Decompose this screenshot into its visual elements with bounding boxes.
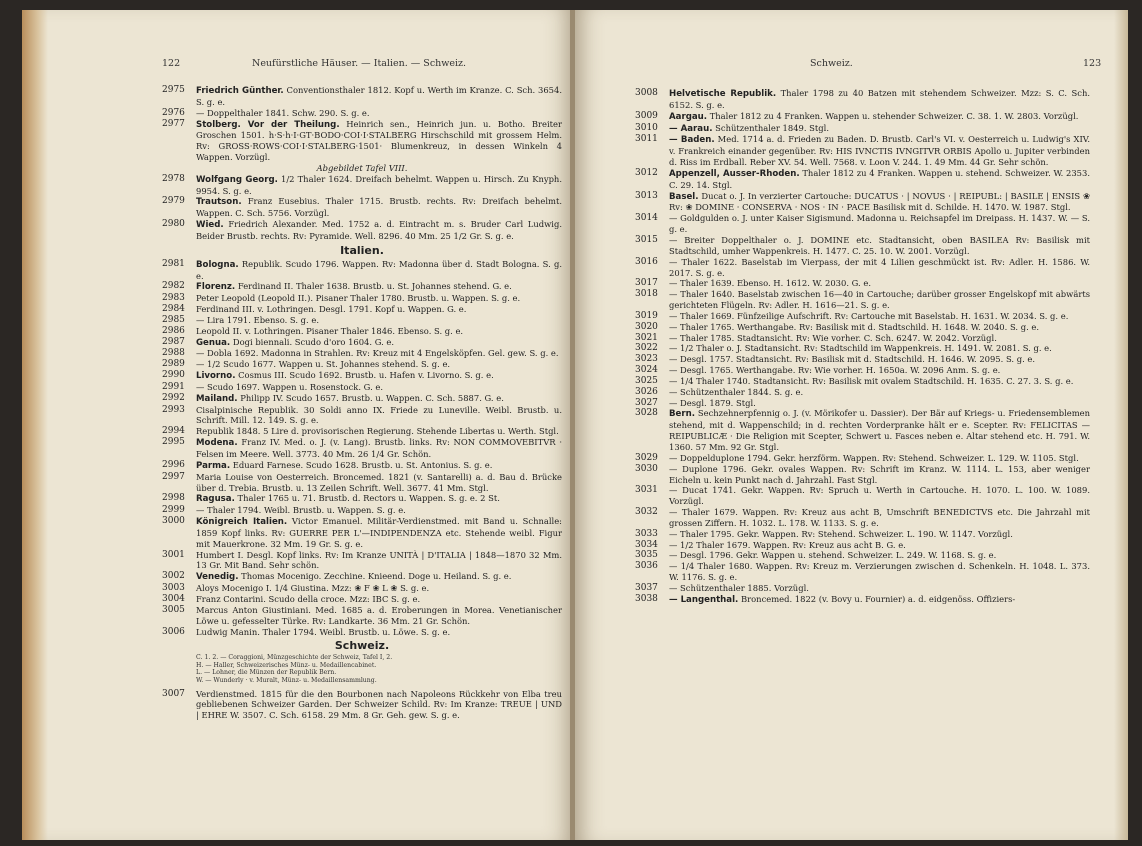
entry-heading: Wolfgang Georg. [196,174,278,185]
entry-text: Dogi biennali. Scudo d'oro 1604. G. e. [232,336,395,347]
entry-text: — 1/2 Thaler 1679. Wappen. Rv: Kreuz aus acht B. G. e. [669,539,906,550]
lot-number: 3007 [162,688,185,699]
lot-number: 3009 [635,110,658,121]
lot-number: 2982 [162,281,185,292]
catalog-entry [635,387,1090,398]
entry-text: — Thaler 1679. Wappen. Rv: Kreuz aus acht B, Umschrift BENEDICTVS etc. Die Jahrzahl mit grossen Ziffern. H. 1032. L. 178. W. 1133. S. g. e. [669,507,1090,528]
open-book [22,10,1128,840]
catalog-entry [162,505,562,516]
lot-number: 3030 [635,463,658,474]
catalog-entry [635,529,1090,540]
entry-text: — Schützenthaler 1844. S. g. e. [669,386,804,397]
entry-text: Thaler 1765 u. 71. Brustb. d. Rectors u. Wappen. S. g. e. 2 St. [237,493,500,504]
entry-text: Heinrich sen., Heinrich jun. u. Botho. Breiter Groschen 1501. h·S·h·I·GT·BODO·COI·I·STALBERG Hirschschild mit grossem Helm. Rv: GROSS·ROWS·COI·I·STALBERG·1501· Blumenkreuz, in dessen Winkeln 4 Wappen. Vorzügl. [196,118,562,163]
entry-text: Thomas Mocenigo. Zecchine. Knieend. Doge u. Heiland. S. g. e. [241,571,512,582]
catalog-entry [635,354,1090,365]
lot-number: 3026 [635,386,658,397]
entry-heading: Modena. [196,438,238,449]
left-running-head: Neufürstliche Häuser. — Italien. — Schweiz. [252,58,467,69]
catalog-entry [162,689,562,722]
entry-text: — Dobla 1692. Madonna in Strahlen. Rv: Kreuz mit 4 Engelsköpfen. Gel. gew. S. g. e. [196,348,559,359]
entry-text: — Thaler 1794. Weibl. Brustb. u. Wappen. S. g. e. [196,505,406,516]
catalog-entry [635,376,1090,387]
lot-number: 2990 [162,370,185,381]
catalog-entry [162,219,562,242]
entry-text: — Thaler 1785. Stadtansicht. Rv: Wie vorher. C. Sch. 6247. W. 2042. Vorzügl. [669,332,997,343]
catalog-entry [162,337,562,349]
entry-heading: — Baden. [669,135,715,146]
entry-text: Aloys Mocenigo I. 1/4 Giustina. Mzz: ❀ F ❀ L ❀ S. g. e. [196,583,430,594]
lot-number: 3018 [635,289,658,300]
left-page-number: 122 [162,58,181,69]
catalog-entry [635,134,1090,168]
lot-number: 3031 [635,485,658,496]
entry-text: Peter Leopold (Leopold II.). Pisaner Thaler 1780. Brustb. u. Wappen. S. g. e. [196,293,521,304]
entry-heading: Königreich Italien. [196,517,288,528]
entry-text: — Thaler 1639. Ebenso. H. 1612. W. 2030. G. e. [669,278,871,289]
entry-text: Ducat o. J. In verzierter Cartouche: DUCATUS · | NOVUS · | REIPUBL: | BASILE | ENSIS ❀ Rv: ❀ DOMINE · CONSERVA · NOS · IN · PACE Basilisk mit d. Schilde. H. 1470. W. 1987. Stgl. [669,190,1091,213]
catalog-entry [635,583,1090,594]
abbreviation-line: L. — Lohner, die Münzen der Republik Bern. [196,669,337,677]
entry-heading: Genua. [196,337,231,348]
catalog-entry [635,191,1090,214]
lot-number: 3014 [635,213,658,224]
entry-heading: Mailand. [196,393,238,404]
catalog-entry [635,278,1090,289]
entry-text: — Schützenthaler 1885. Vorzügl. [669,582,809,593]
entry-text: Ludwig Manin. Thaler 1794. Weibl. Brustb. u. Löwe. S. g. e. [196,626,451,637]
entry-text: Humbert I. Desgl. Kopf links. Rv: Im Kranze UNITÀ | D'ITALIA | 1848—1870 32 Mm. 13 Gr. Mit Band. Sehr schön. [196,549,562,571]
catalog-entry [162,348,562,359]
entry-text: Franz Contarini. Scudo della croce. Mzz: IBC S. g. e. [196,593,421,604]
lot-number: 2979 [162,196,185,207]
lot-number: 3022 [635,343,658,354]
entry-heading: — Aarau. [669,123,713,134]
left-content [162,85,562,721]
catalog-entry [635,507,1090,529]
catalog-entry [635,235,1090,257]
catalog-entry [162,605,562,627]
lot-number: 2988 [162,348,185,359]
catalog-entry [635,540,1090,551]
entry-text: Marcus Anton Giustiniani. Med. 1685 a. d. Eroberungen in Morea. Venetianischer Löwe u. gefesselter Türke. Rv: Landkarte. 36 Mm. 21 Gr. Schön. [196,604,562,626]
entry-text: Franz Eusebius. Thaler 1715. Brustb. rechts. Rv: Dreifach behelmt. Wappen. C. Sch. 5756. Vorzügl. [196,196,563,219]
right-running-head: Schweiz. [810,58,853,69]
right-page [575,10,1128,840]
lot-number: 2975 [162,85,185,95]
entry-text: — 1/2 Thaler o. J. Stadtansicht. Rv: Stadtschild im Wappenkreis. H. 1491. W. 2081. S. g. e. [669,343,1052,354]
catalog-entry [635,322,1090,333]
lot-number: 2989 [162,359,185,370]
entry-text: Friedrich Alexander. Med. 1752 a. d. Eintracht m. s. Bruder Carl Ludwig. Beider Brustb. rechts. Rv: Pyramide. Well. 8296. 40 Mm. 25 1/2 Gr. S. g. e. [196,219,562,241]
lot-number: 3004 [162,593,185,604]
catalog-entry [162,108,562,119]
entry-text: — Thaler 1795. Gekr. Wappen. Rv: Stehend. Schweizer. L. 190. W. 1147. Vorzügl. [669,528,1013,539]
catalog-entry [162,281,562,293]
entry-heading: Aargau. [669,111,708,122]
entry-text: — Breiter Doppelthaler o. J. DOMINE etc. Stadtansicht, oben BASILEA Rv: Basilisk mit Stadtschild, umher Wappenkreis. H. 1477. C. 25. 10. W. 2001. Vorzügl. [669,234,1090,256]
catalog-entry [162,426,562,437]
entry-text: Franz IV. Med. o. J. (v. Lang). Brustb. links. Rv: NON COMMOVEBITVR · Felsen im Meere. Well. 3773. 40 Mm. 26 1/4 Gr. Schön. [196,437,562,459]
entry-text: Republik. Scudo 1796. Wappen. Rv: Madonna über d. Stadt Bologna. S. g. e. [196,258,563,281]
catalog-entry [162,550,562,572]
entry-heading: Stolberg. Vor der Theilung. [196,119,340,130]
entry-text: — Desgl. 1796. Gekr. Wappen u. stehend. Schweizer. L. 249. W. 1168. S. g. e. [669,550,997,561]
entry-text: — Goldgulden o. J. unter Kaiser Sigismund. Madonna u. Reichsapfel im Dreipass. H. 1437. W. — S. g. e. [669,213,1090,235]
catalog-entry [162,196,562,219]
catalog-entry [635,311,1090,322]
entry-text: Med. 1714 a. d. Frieden zu Baden. D. Brustb. Carl's VI. v. Oesterreich u. Ludwig's XIV. v. Frankreich einander gegenüber. Rv: HIS IVNCTIS IVNGITVR ORBIS Apollo u. Jupiter verbinden d. Riss im Erdball. Reber XV. 54. Well. 7568. v. Loon V. 244. 1. 49 Mm. 44 Gr. Sehr schön. [669,134,1090,168]
entry-text: Ferdinand II. Thaler 1638. Brustb. u. St. Johannes stehend. G. e. [237,281,512,292]
entry-text: Thaler 1798 zu 40 Batzen mit stehendem Schweizer. Mzz: S. C. Sch. 6152. S. g. e. [669,88,1091,110]
lot-number: 3027 [635,397,658,408]
catalog-entry [162,627,562,638]
lot-number: 3005 [162,604,185,615]
catalog-entry [162,516,562,550]
entry-text: Broncemed. 1822 (v. Bovy u. Fournier) a. d. eidgenöss. Offiziers- [740,593,1016,604]
section-heading-schweiz: Schweiz. [334,639,390,653]
catalog-entry [162,405,562,427]
lot-number: 3000 [162,516,185,527]
entry-heading: Friedrich Günther. [196,86,284,96]
entry-text: Cisalpinische Republik. 30 Soldi anno IX. Friede zu Luneville. Weibl. Brustb. u. Schrift. Mill. 12. 149. S. g. e. [196,404,562,426]
lot-number: 2998 [162,493,185,504]
lot-number: 3032 [635,507,658,518]
entry-text: Victor Emanuel. Militär-Verdienstmed. mit Band u. Schnalle: 1859 Kopf links. Rv: GUERRE PER L'—INDIPENDENZA etc. Stehende weibl. Figur mit Mauerkrone. 32 Mm. 19 Gr. S. g. e. [196,516,562,549]
lot-number: 2986 [162,325,185,336]
entry-text: — Duplone 1796. Gekr. ovales Wappen. Rv: Schrift im Kranz. W. 1114. L. 153, aber weniger Eicheln u. kein Punkt nach d. Jahrzahl. Fast Stgl. [669,463,1090,485]
lot-number: 2978 [162,173,185,184]
entry-heading: Ragusa. [196,494,235,505]
lot-number: 2976 [162,107,185,118]
catalog-entry [162,174,562,197]
lot-number: 3024 [635,365,658,376]
catalog-entry [162,359,562,370]
lot-number: 3037 [635,582,658,593]
entry-heading: Livorno. [196,371,236,382]
lot-number: 3016 [635,256,658,267]
catalog-entry [635,289,1090,311]
entry-text: — 1/2 Scudo 1677. Wappen u. St. Johannes stehend. S. g. e. [196,359,451,370]
entry-text: Thaler 1812 zu 4 Franken. Wappen u. stehend. Schweizer. W. 2353. C. 29. 14. Stgl. [669,167,1090,190]
right-content [635,88,1090,606]
catalog-entry [635,453,1090,464]
catalog-entry [162,393,562,405]
lot-number: 3036 [635,561,658,572]
catalog-entry [162,571,562,583]
lot-number: 3019 [635,310,658,321]
lot-number: 2980 [162,219,185,230]
entry-heading: Bern. [669,409,695,420]
catalog-entry [635,550,1090,561]
catalog-entry [162,293,562,304]
lot-number: 3035 [635,550,658,561]
catalog-entry [635,111,1090,123]
lot-number: 3025 [635,375,658,386]
entry-text: Leopold II. v. Lothringen. Pisaner Thaler 1846. Ebenso. S. g. e. [196,325,464,336]
right-page-number: 123 [1083,58,1102,69]
entry-text: 1/2 Thaler 1624. Dreifach behelmt. Wappen u. Hirsch. Zu Knyph. 9954. S. g. e. [196,173,562,196]
entry-text: — Doppelthaler 1841. Schw. 290. S. g. e. [196,107,370,118]
lot-number: 3038 [635,593,658,604]
abbreviation-line: H. — Haller, Schweizerisches Münz- u. Medaillencabinet. [196,661,377,669]
lot-number: 2977 [162,118,185,129]
lot-number: 2992 [162,392,185,403]
catalog-entry [635,213,1090,235]
lot-number: 2985 [162,314,185,325]
entries-group-b [162,259,562,638]
entry-text: — 1/4 Thaler 1740. Stadtansicht. Rv: Basilisk mit ovalem Stadtschild. H. 1635. C. 27. 3. S. g. e. [669,375,1074,386]
catalog-entry [162,304,562,315]
entry-heading: Parma. [196,460,231,471]
catalog-entry [635,398,1090,409]
catalog-entry [635,88,1090,111]
lot-number: 3015 [635,234,658,245]
entry-text: — Doppelduplone 1794. Gekr. herzförm. Wappen. Rv: Stehend. Schweizer. L. 129. W. 1105. Stgl. [669,452,1079,463]
entry-heading: Helvetische Republik. [669,89,777,99]
lot-number: 3023 [635,354,658,365]
lot-number: 3017 [635,278,658,289]
catalog-entry [162,259,562,282]
catalog-entry [162,370,562,382]
section-heading-italien: Italien. [340,243,384,257]
lot-number: 2983 [162,293,185,304]
entry-text: — Ducat 1741. Gekr. Wappen. Rv: Spruch u. Werth in Cartouche. H. 1070. L. 100. W. 1089. Vorzügl. [669,485,1090,507]
lot-number: 2981 [162,258,185,269]
entry-text: Conventionsthaler 1812. Kopf u. Werth im Kranze. C. Sch. 3654. S. g. e. [196,85,563,107]
abbreviations-legend [196,654,562,684]
catalog-entry [162,437,562,460]
catalog-entry [162,594,562,605]
abbreviation-line: C. 1. 2. — Coraggioni, Münzgeschichte der Schweiz, Tafel I, 2. [196,654,393,662]
lot-number: 3006 [162,626,185,637]
lot-number: 3029 [635,452,658,463]
lot-number: 3033 [635,528,658,539]
lot-number: 2997 [162,471,185,482]
catalog-entry [635,485,1090,507]
catalog-entry [635,343,1090,354]
lot-number: 2995 [162,437,185,448]
entry-text: — Thaler 1640. Baselstab zwischen 16—40 in Cartouche; darüber grosser Engelskopf mit abwärts gerichteten Flügeln. Rv: Adler. H. 1616—21. S. g. e. [669,289,1090,311]
entry-text: Sechzehnerpfennig o. J. (v. Mörikofer u. Dassier). Der Bär auf Kriegs- u. Friedensemblemen stehend, mit d. Wappenschild; in d. rechten Vorderpranke hält er e. Scepter. Rv: FELICITAS — REIPUBLICÆ · Die Religion mit Scepter, Schwert u. Fasces neben e. Altar stehend etc. H. 791. W. 1360. 57 Mm. 92 Gr. Stgl. [669,408,1090,452]
lot-number: 3034 [635,539,658,550]
entry-text: Philipp IV. Scudo 1657. Brustb. u. Wappen. C. Sch. 5887. G. e. [240,392,504,403]
entry-text: — 1/4 Thaler 1680. Wappen. Rv: Kreuz m. Verzierungen zwischen d. Schenkeln. H. 1048. L. 373. W. 1176. S. g. e. [669,561,1090,583]
catalog-entry [635,168,1090,191]
lot-number: 2999 [162,505,185,516]
entry-text: Ferdinand III. v. Lothringen. Desgl. 1791. Kopf u. Wappen. G. e. [196,304,467,315]
lot-number: 3013 [635,190,658,201]
lot-number: 2993 [162,404,185,415]
catalog-entry [635,365,1090,376]
plate-caption: Abgebildet Tafel VIII. [316,162,408,173]
catalog-entry [162,583,562,594]
entry-text: Schützenthaler 1849. Stgl. [715,122,829,133]
catalog-entry [635,123,1090,135]
lot-number: 2991 [162,381,185,392]
entry-heading: Basel. [669,191,699,202]
abbreviation-line: W. — Wunderly · v. Muralt, Münz- u. Medaillensammlung. [196,676,377,684]
entry-heading: Wied. [196,220,224,231]
left-page [22,10,573,840]
lot-number: 3003 [162,583,185,594]
lot-number: 2994 [162,426,185,437]
entry-text: — Desgl. 1765. Werthangabe. Rv: Wie vorher. H. 1650a. W. 2096 Anm. S. g. e. [669,365,1001,376]
entries-group-right [635,88,1090,606]
entry-text: — Scudo 1697. Wappen u. Rosenstock. G. e. [196,381,384,392]
catalog-entry [635,464,1090,486]
entry-text: Cosmus III. Scudo 1692. Brustb. u. Hafen v. Livorno. S. g. e. [238,370,494,381]
entry-heading: — Langenthal. [669,594,739,605]
entry-text: Eduard Farnese. Scudo 1628. Brustb. u. St. Antonius. S. g. e. [232,459,493,470]
catalog-entry [635,257,1090,279]
lot-number: 3028 [635,408,658,419]
entry-text: Maria Louise von Oesterreich. Broncemed. 1821 (v. Santarelli) a. d. Bau d. Brücke über d. Trebia. Brustb. u. 13 Zeilen Schrift. Well. 3677. 41 Mm. Stgl. [196,471,562,493]
catalog-entry [162,472,562,494]
lot-number: 2984 [162,304,185,315]
lot-number: 3020 [635,321,658,332]
entry-heading: Trautson. [196,197,242,208]
entry-text: — Desgl. 1757. Stadtansicht. Rv: Basilisk mit d. Stadtschild. H. 1646. W. 2095. S. g. e. [669,354,1036,365]
catalog-entry [635,594,1090,606]
lot-number: 2987 [162,336,185,347]
catalog-entry [162,326,562,337]
lot-number: 3021 [635,332,658,343]
entry-text: — Desgl. 1879. Stgl. [669,397,756,408]
catalog-entry [162,315,562,326]
entry-text: — Thaler 1622. Baselstab im Vierpass, der mit 4 Lilien geschmückt ist. Rv: Adler. H. 1586. W. 2017. S. g. e. [669,256,1090,278]
catalog-entry [635,561,1090,583]
entry-heading: Venedig. [196,572,239,583]
entry-text: Thaler 1812 zu 4 Franken. Wappen u. stehender Schweizer. C. 38. 1. W. 2803. Vorzügl. [709,110,1079,121]
lot-number: 3002 [162,571,185,582]
entry-heading: Bologna. [196,259,239,270]
lot-number: 3001 [162,549,185,560]
catalog-entry [635,333,1090,344]
entry-heading: Florenz. [196,282,236,293]
catalog-entry [635,408,1090,452]
entry-text: — Lira 1791. Ebenso. S. g. e. [196,314,319,325]
entries-group-c [162,689,562,722]
entries-group-a [162,85,562,242]
entry-text: — Thaler 1765. Werthangabe. Rv: Basilisk mit d. Stadtschild. H. 1648. W. 2040. S. g. e. [669,321,1040,332]
lot-number: 3012 [635,167,658,178]
catalog-entry [162,382,562,393]
catalog-entry [162,493,562,505]
entry-text: — Thaler 1669. Fünfzeilige Aufschrift. Rv: Cartouche mit Baselstab. H. 1631. W. 2034. S. g. e. [669,310,1069,321]
entry-text: Republik 1848. 5 Lire d. provisorischen Regierung. Stehende Libertas u. Werth. Stgl. [196,426,559,437]
lot-number: 2996 [162,459,185,470]
entry-text: Verdienstmed. 1815 für die den Bourbonen nach Napoleons Rückkehr von Elba treu gebliebenen Schweizer Garden. Der Schweizer Schild. Rv: Im Kranze: TREUE | UND | EHRE W. 3507. C. Sch. 6158. 29 Mm. 8 Gr. Geh. gew. S. g. e. [196,688,562,721]
catalog-entry [162,85,562,108]
lot-number: 3008 [635,88,658,98]
catalog-entry [162,119,562,163]
lot-number: 3011 [635,134,658,145]
catalog-entry [162,460,562,472]
entry-heading: Appenzell, Ausser-Rhoden. [669,168,800,179]
lot-number: 3010 [635,122,658,133]
